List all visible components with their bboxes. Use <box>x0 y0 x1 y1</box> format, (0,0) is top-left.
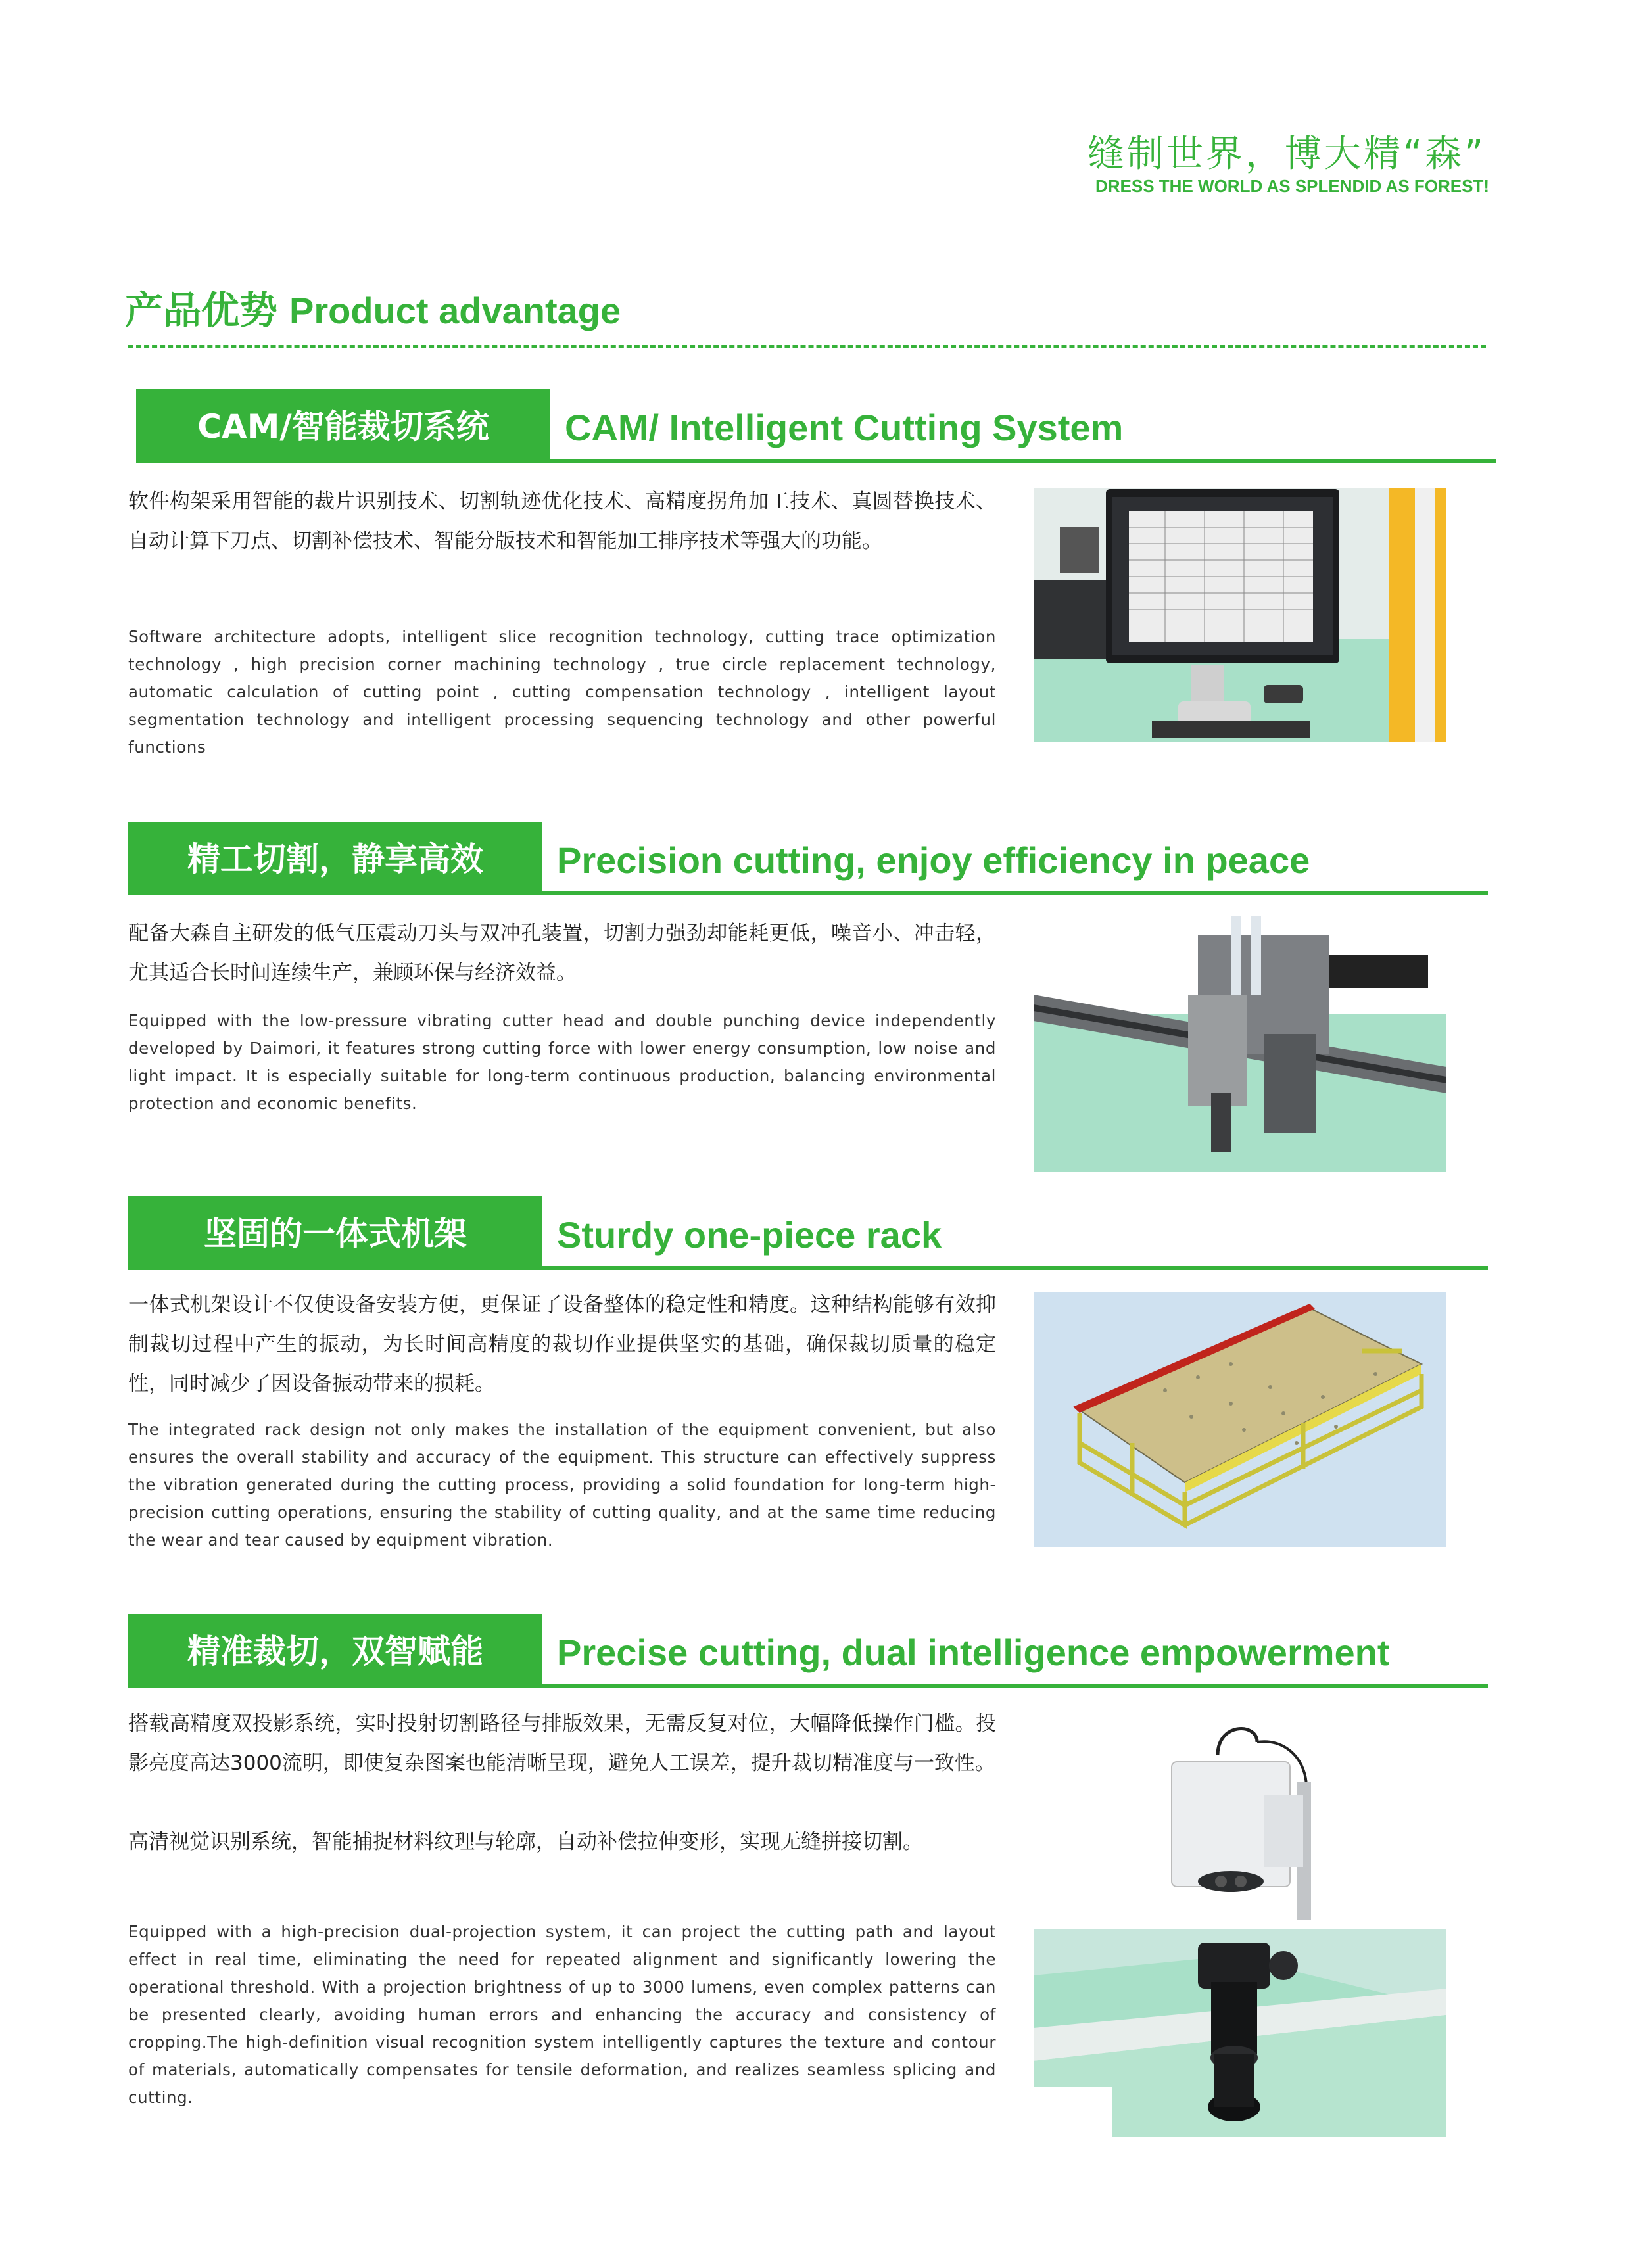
section-body-chinese-2: 高清视觉识别系统，智能捕捉材料纹理与轮廓，自动补偿拉伸变形，实现无缝拼接切割。 <box>128 1830 923 1854</box>
section-body-english: Equipped with a high-precision dual-projection system, it can project the cutting path and layout effect in real time, eliminating the need for repeated alignment and significantly lowering the operational threshold. With a projection brightness of up to 3000 lumens, even complex patterns can be presented clearly, avoiding human errors and enhancing the accuracy and consistency of cropping.The high-definition visual recognition system intelligently captures the texture and contour of materials, automatically compensates for tensile deformation, and realizes seamless splicing and cutting. <box>128 1922 996 2107</box>
section-title-english: Precise cutting, dual intelligence empowerment <box>557 1632 1390 1673</box>
section-header-precision <box>128 822 1488 895</box>
cutter-head-photo <box>1034 916 1446 1172</box>
section-tag: 精工切割，静享高效 <box>128 822 542 891</box>
section-rule <box>128 1266 1488 1270</box>
page-title-chinese: 产品优势 <box>125 288 278 333</box>
section-tag: 坚固的一体式机架 <box>128 1196 542 1266</box>
slogan-english: DRESS THE WORLD AS SPLENDID AS FOREST! <box>1095 176 1489 196</box>
section-body-chinese: 搭载高精度双投影系统，实时投射切割路径与排版效果，无需反复对位，大幅降低操作门槛。投影亮度高达3000流明，即使复杂图案也能清晰呈现，避免人工误差，提升裁切精准度与一致性。 <box>128 1712 996 1775</box>
section-body-english: The integrated rack design not only makes the installation of the equipment convenient, but also ensures the overall stability and accuracy of the equipment. This structure can effectively suppress the vibration generated during the cutting process, providing a solid foundation for long-term high-precision cutting operations, ensuring the stability of cutting quality, and at the same time reducing the wear and tear caused by equipment vibration. <box>128 1420 996 1549</box>
title-dashed-divider <box>128 345 1486 348</box>
vision-camera-photo <box>1034 1929 1446 2137</box>
cutting-software-monitor-photo <box>1034 488 1446 742</box>
section-body-chinese: 软件构架采用智能的裁片识别技术、切割轨迹优化技术、高精度拐角加工技术、真圆替换技术、自动计算下刀点、切割补偿技术、智能分版技术和智能加工排序技术等强大的功能。 <box>128 490 996 553</box>
slogan-chinese: 缝制世界，博大精“森” <box>1087 133 1486 176</box>
section-header-dual-intelligence <box>128 1614 1488 1688</box>
section-body-chinese: 一体式机架设计不仅使设备安装方便，更保证了设备整体的稳定性和精度。这种结构能够有效抑制裁切过程中产生的振动，为长时间高精度的裁切作业提供坚实的基础，确保裁切质量的稳定性，同时减少了因设备振动带来的损耗。 <box>128 1293 996 1396</box>
section-title-english: Sturdy one-piece rack <box>557 1214 942 1256</box>
page-title <box>125 279 621 335</box>
section-header-rack <box>128 1196 1488 1270</box>
section-body-chinese: 配备大森自主研发的低气压震动刀头与双冲孔装置，切割力强劲却能耗更低，噪音小、冲击轻，尤其适合长时间连续生产，兼顾环保与经济效益。 <box>128 922 996 985</box>
section-tag: 精准裁切，双智赋能 <box>128 1614 542 1684</box>
page-title-english: Product advantage <box>289 290 621 331</box>
section-rule <box>136 459 1496 463</box>
section-body-english: Equipped with the low-pressure vibrating cutter head and double punching device independently developed by Daimori, it features strong cutting force with lower energy consumption, low noise and light impact. It is especially suitable for long-term continuous production, balancing environmental protection and economic benefits. <box>128 1011 996 1113</box>
projector-photo <box>1158 1716 1343 1921</box>
section-header-cam <box>136 389 1496 463</box>
section-title-english: CAM/ Intelligent Cutting System <box>565 407 1124 448</box>
section-rule <box>128 891 1488 895</box>
section-title-english: Precision cutting, enjoy efficiency in peace <box>557 839 1310 881</box>
section-tag: CAM/智能裁切系统 <box>136 389 550 459</box>
section-body-english: Software architecture adopts, intelligent slice recognition technology, cutting trace optimization technology , high precision corner machining technology , true circle replacement technology, automatic calculation of cutting point , cutting compensation technology , intelligent layout segmentation technology and intelligent processing sequencing technology and other powerful functions <box>128 627 996 757</box>
section-rule <box>128 1684 1488 1688</box>
rack-3d-render <box>1034 1292 1446 1547</box>
